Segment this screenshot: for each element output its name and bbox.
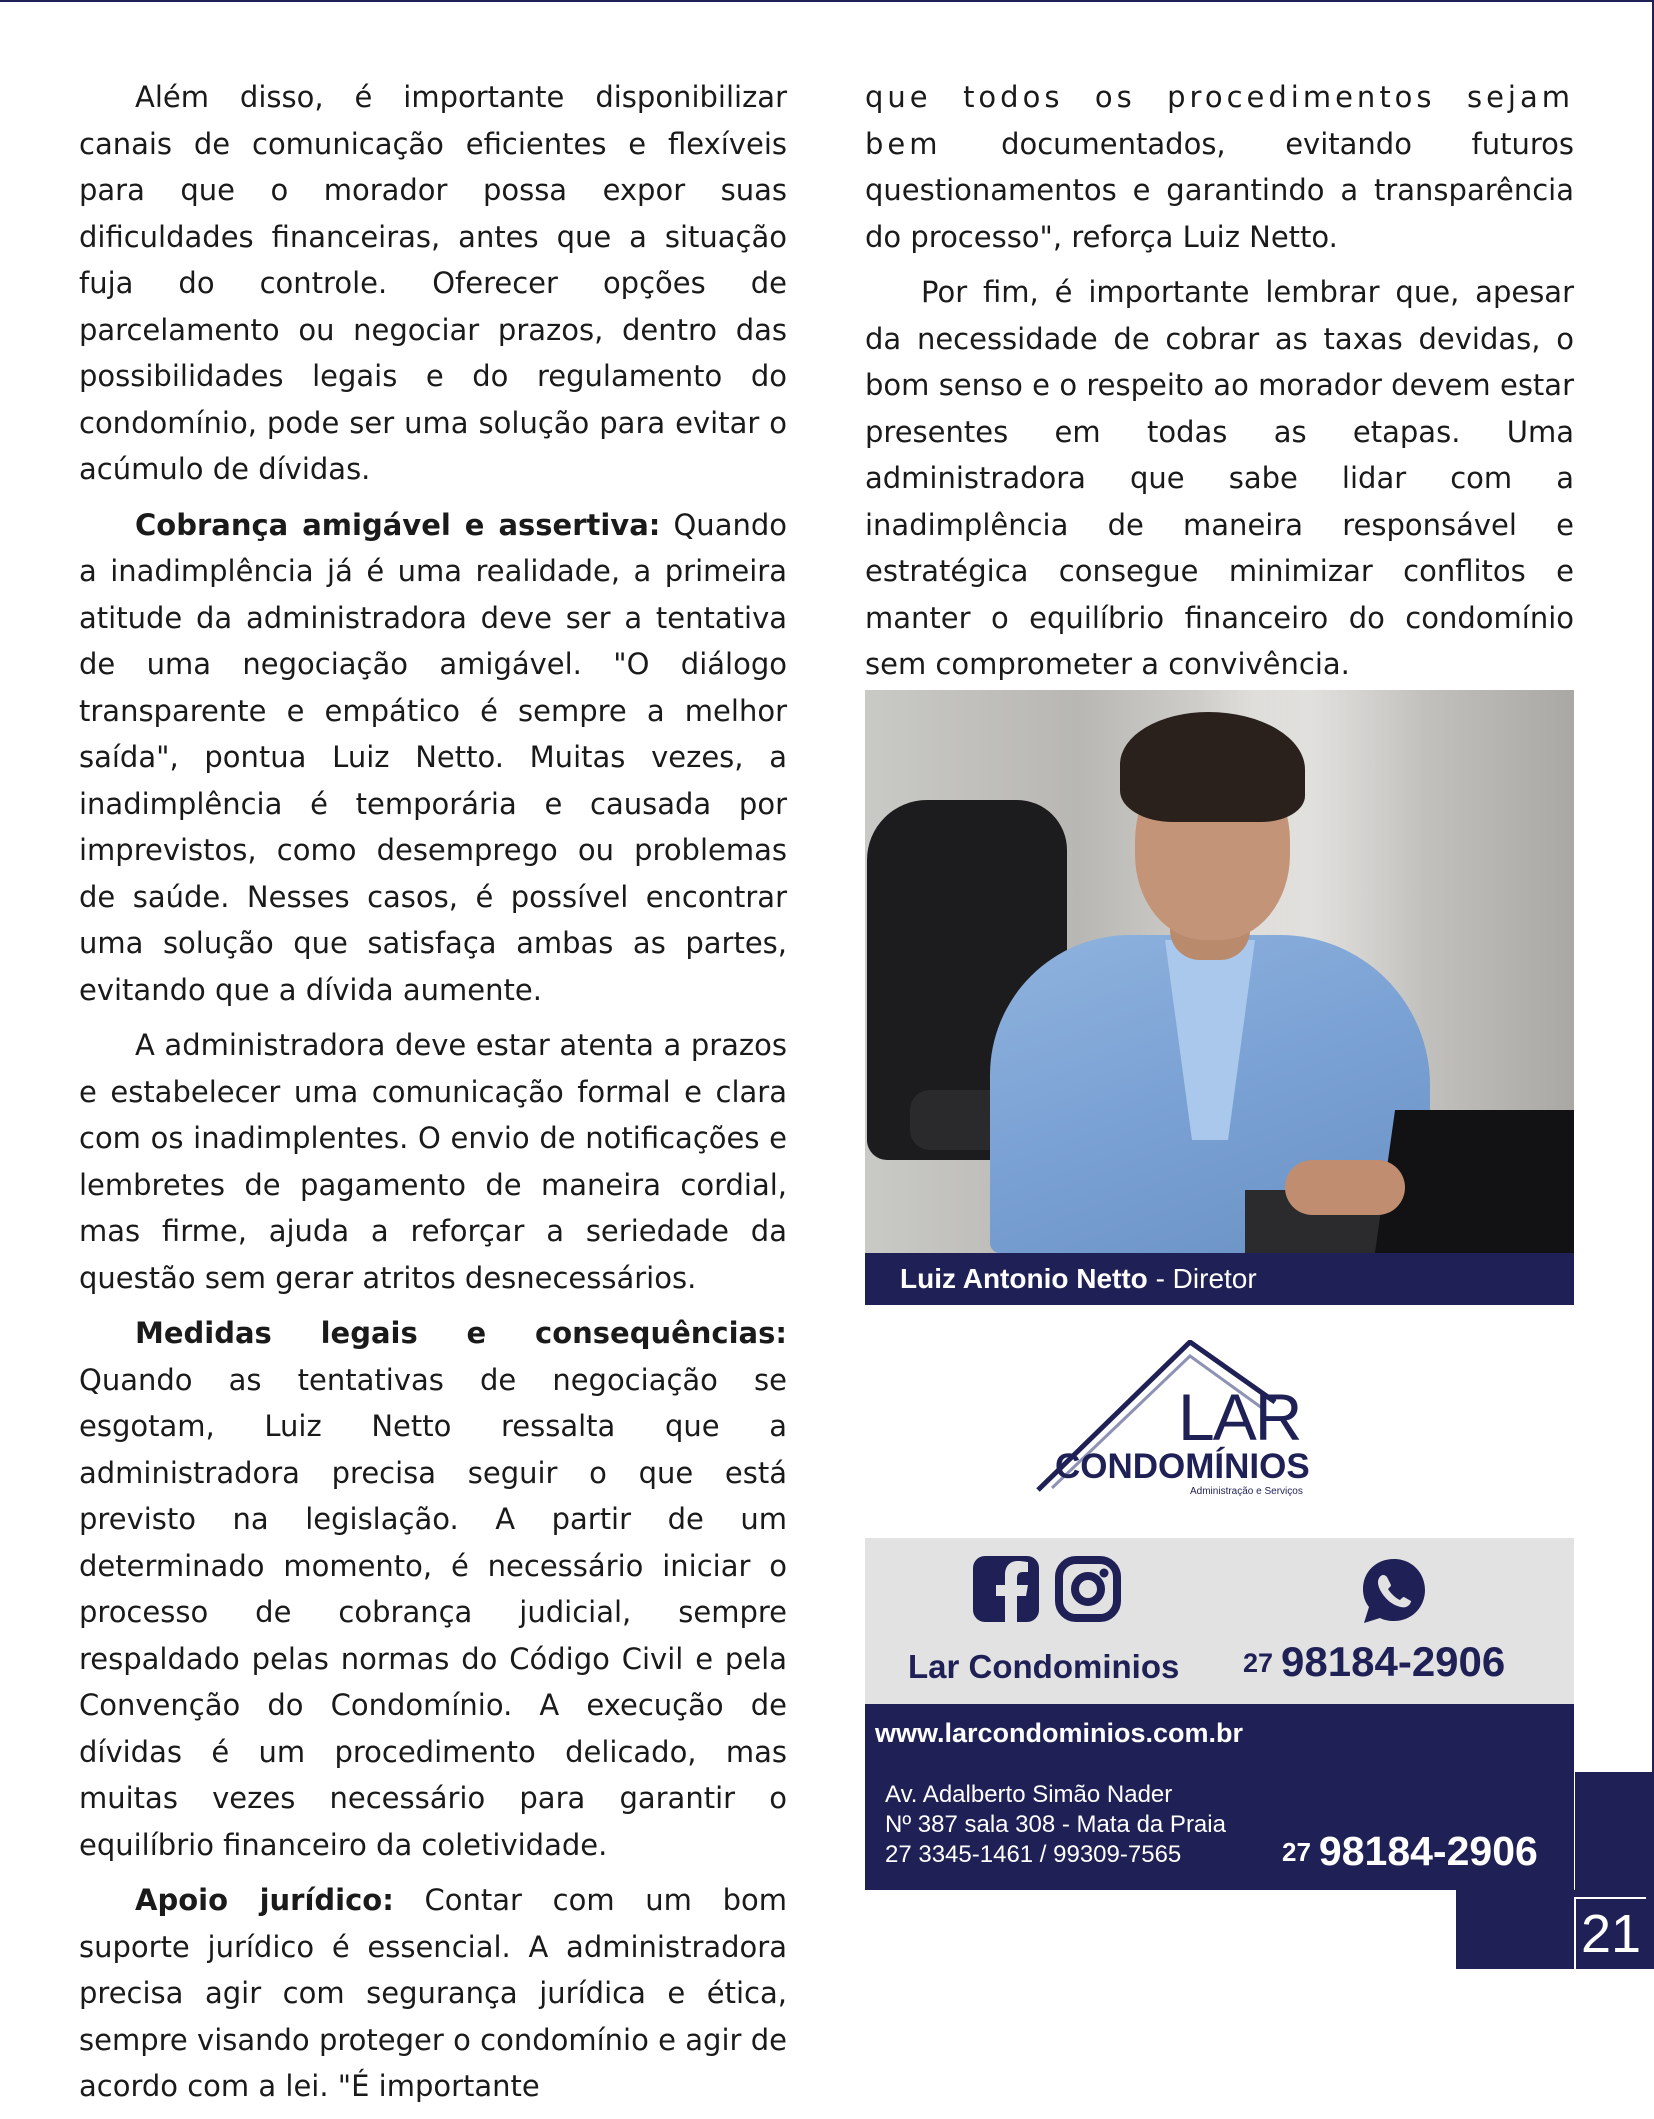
paragraph-continued-rest: documentados, evitando futuros questionamentos e garantindo a transparência do processo", reforça Luiz Netto. bbox=[865, 126, 1574, 254]
contact-phone[interactable] bbox=[1282, 1828, 1538, 1875]
lar-condominios-logo bbox=[1030, 1340, 1360, 1500]
paragraph-5-body: Contar com um bom suporte jurídico é essencial. A administradora precisa agir com segurança jurídica e ética, sempre visando proteger o condomínio e agir de acordo com a lei. "É importante bbox=[79, 1883, 788, 2103]
photo-hand bbox=[1285, 1160, 1405, 1215]
whatsapp-number: 98184-2906 bbox=[1281, 1638, 1506, 1685]
photo-hair bbox=[1120, 712, 1305, 822]
caption-role: - Diretor bbox=[1147, 1263, 1257, 1294]
page-corner-band bbox=[1575, 1772, 1654, 1890]
page-number: 21 bbox=[1574, 1897, 1646, 1969]
website-link[interactable]: www.larcondominios.com.br bbox=[875, 1718, 1244, 1748]
logo-lar-text: LAR bbox=[1178, 1380, 1301, 1454]
paragraph-continued-first-line: que todos os procedimentos sejam bem bbox=[865, 80, 1574, 161]
photo-caption bbox=[865, 1253, 1574, 1305]
address-line-2: Nº 387 sala 308 - Mata da Praia bbox=[885, 1811, 1226, 1838]
paragraph-3: A administradora deve estar atenta a prazos e estabelecer uma comunicação formal e clara com os inadimplentes. O envio de notificações e lembretes de pagamento de maneira cordial, mas firme, ajuda a reforçar a seriedade da questão sem gerar atritos desnecessários. bbox=[79, 1028, 787, 1295]
address-block bbox=[885, 1780, 1226, 1870]
heading-cobranca: Cobrança amigável e assertiva: bbox=[135, 507, 661, 542]
paragraph-4 bbox=[79, 1310, 787, 1868]
heading-apoio-juridico: Apoio jurídico: bbox=[135, 1883, 394, 1917]
paragraph-5 bbox=[79, 1877, 787, 2110]
logo-graphic bbox=[1030, 1340, 1360, 1500]
instagram-icon[interactable] bbox=[1055, 1556, 1121, 1622]
logo-condominios-text: CONDOMÍNIOS bbox=[1055, 1447, 1310, 1486]
paragraph-4-body: Quando as tentativas de negociação se esgotam, Luiz Netto ressalta que a administradora precisa seguir o que está previsto na legislação. A partir de um determinado momento, é necessário iniciar o processo de cobrança judicial, sempre respaldado pelas normas do Código Civil e pela Convenção do Condomínio. A execução de dívidas é um procedimento delicado, mas muitas vezes necessário para garantir o equilíbrio financeiro da coletividade. bbox=[79, 1362, 787, 1862]
whatsapp-area-code: 27 bbox=[1243, 1648, 1274, 1678]
right-article-column bbox=[865, 74, 1574, 697]
whatsapp-phone[interactable] bbox=[1243, 1638, 1505, 1686]
social-handle: Lar Condominios bbox=[908, 1648, 1180, 1685]
left-article-column bbox=[79, 74, 787, 2119]
paragraph-2 bbox=[79, 502, 787, 1014]
paragraph-1: Além disso, é importante disponibilizar canais de comunicação eficientes e flexíveis para que o morador possa expor suas dificuldades financeiras, antes que a situação fuja do controle. Oferecer opções de parcelamento ou negociar prazos, dentro das possibilidades legais e do regulamento do condomínio, pode ser uma solução para evitar o acúmulo de dívidas. bbox=[79, 80, 787, 486]
caption-name: Luiz Antonio Netto bbox=[900, 1263, 1148, 1294]
contact-phone-area-code: 27 bbox=[1282, 1837, 1311, 1867]
logo-tagline: Administração e Serviços bbox=[1190, 1486, 1303, 1497]
contact-social-panel bbox=[865, 1538, 1574, 1704]
whatsapp-icon[interactable] bbox=[1359, 1556, 1429, 1626]
paragraph-2-body: Quando a inadimplência já é uma realidade, a primeira atitude da administradora deve ser a tentativa de uma negociação amigável. "O diálogo transparente e empático é sempre a melhor saída", pontua Luiz Netto. Muitas vezes, a inadimplência é temporária e causada por imprevistos, como desemprego ou problemas de saúde. Nesses casos, é possível encontrar uma solução que satisfaça ambas as partes, evitando que a dívida aumente. bbox=[79, 507, 787, 1007]
address-phones: 27 3345-1461 / 99309-7565 bbox=[885, 1841, 1182, 1868]
contact-phone-number: 98184-2906 bbox=[1318, 1828, 1538, 1874]
address-line-1: Av. Adalberto Simão Nader bbox=[885, 1781, 1173, 1808]
heading-medidas-legais: Medidas legais e consequências: bbox=[135, 1316, 787, 1350]
paragraph-continued bbox=[865, 74, 1574, 260]
contact-address-panel bbox=[865, 1704, 1574, 1890]
paragraph-conclusion: Por fim, é importante lembrar que, apesar da necessidade de cobrar as taxas devidas, o bom senso e o respeito ao morador devem estar presentes em todas as etapas. Uma administradora que sabe lidar com a inadimplência de maneira responsável e estratégica consegue minimizar conflitos e manter o equilíbrio financeiro do condomínio sem comprometer a convivência. bbox=[865, 275, 1574, 681]
photo-laptop bbox=[1375, 1110, 1574, 1253]
director-photo bbox=[865, 690, 1574, 1253]
facebook-icon[interactable] bbox=[973, 1556, 1039, 1622]
